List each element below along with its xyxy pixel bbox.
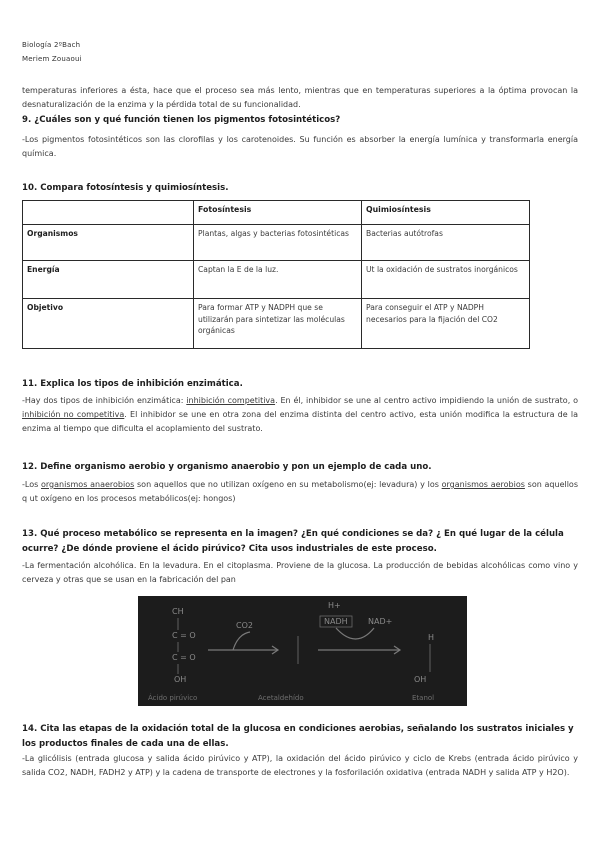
chem-label: CH [172, 607, 184, 616]
q9-answer: -Los pigmentos fotosintéticos son las clorofilas y los carotenoides. Su función es absorber la energía lumínica y transformarla energía química. [22, 135, 578, 159]
term-noncompetitive: inhibición no competitiva [22, 410, 125, 420]
q9-question: 9. ¿Cuáles son y qué función tienen los pigmentos fotosintéticos? [22, 115, 341, 125]
molecule-name: Acetaldehído [258, 694, 304, 702]
chem-label: H+ [328, 601, 341, 610]
row-label: Organismos [23, 225, 194, 261]
q11-question: 11. Explica los tipos de inhibición enzimática. [22, 379, 243, 389]
answer-text: son aquellos que no utilizan oxígeno en su metabolismo(ej: levadura) y los [134, 480, 442, 489]
answer-text: son aquellos q ut oxígeno en los procesos metabólicos(ej: hongos) [22, 480, 578, 504]
chem-label: CO2 [236, 621, 253, 630]
fermentation-image [138, 596, 467, 706]
term-anaerobic: organismos anaerobios [41, 480, 135, 489]
term-competitive: inhibición competitiva [186, 396, 276, 405]
chem-label: H [428, 633, 435, 642]
table-row [23, 225, 530, 261]
chem-label: NAD+ [368, 617, 393, 626]
row-label: Energía [23, 261, 194, 299]
chem-label: OH [174, 675, 187, 684]
molecule-name: Etanol [412, 694, 435, 702]
intro-paragraph: temperaturas inferiores a ésta, hace que el proceso sea más lento, mientras que en temperaturas superiores a la óptima provocan la desnaturalización de la enzima y la pérdida total de su funcionalidad. [22, 86, 578, 110]
table-row [23, 299, 530, 349]
table-cell: Captan la E de la luz. [194, 261, 362, 299]
table-cell: Para formar ATP y NADPH que se utilizarán para sintetizar las moléculas orgánicas [194, 299, 362, 349]
chem-label: OH [414, 675, 427, 684]
table-cell: Ut la oxidación de sustratos inorgánicos [362, 261, 530, 299]
header-author: Meriem Zouaoui [22, 55, 82, 63]
table-header-row [23, 201, 530, 225]
chem-label: NADH [324, 617, 348, 626]
q12-answer [22, 478, 578, 506]
answer-text: -Hay dos tipos de inhibición enzimática: [22, 396, 187, 405]
q14-question: 14. Cita las etapas de la oxidación total de la glucosa en condiciones aerobias, señalando los sustratos iniciales y los productos finales de cada una de ellas. [22, 724, 574, 749]
answer-text: . En él, inhibidor se une al centro activo impidiendo la unión de sustrato, o [275, 396, 578, 405]
table-header-cell: Quimiosíntesis [362, 201, 530, 225]
q12-question: 12. Define organismo aerobio y organismo anaerobio y pon un ejemplo de cada uno. [22, 462, 432, 472]
row-label: Objetivo [23, 299, 194, 349]
table-cell: Para conseguir el ATP y NADPH necesarios para la fijación del CO2 [362, 299, 530, 349]
q14-answer: -La glicólisis (entrada glucosa y salida ácido pirúvico y ATP), la oxidación del ácido pirúvico y ciclo de Krebs (entrada ácido pirúvico y salida CO2, NADH, FADH2 y ATP) y la cadena de transporte de electrones y la fosforilación oxidativa (entrada NADH y salida ATP y H2O). [22, 754, 578, 778]
answer-text: -Los [22, 480, 42, 489]
table-cell: Bacterias autótrofas [362, 225, 530, 261]
table-row [23, 261, 530, 299]
molecule-name: Ácido pirúvico [148, 694, 198, 702]
chem-label: C = O [172, 653, 196, 662]
q11-answer [22, 394, 578, 437]
q13-question: 13. Qué proceso metabólico se representa en la imagen? ¿En qué condiciones se da? ¿ En qué lugar de la célula ocurre? ¿De dónde proviene el ácido pirúvico? Cita usos industriales de este proceso. [22, 529, 564, 554]
chem-label: C = O [172, 631, 196, 640]
q10-question: 10. Compara fotosíntesis y quimiosíntesis. [22, 183, 229, 193]
q13-answer: -La fermentación alcohólica. En la levadura. En el citoplasma. Proviene de la glucosa. La producción de bebidas alcohólicas como vino y cerveza y otras que se usan en la fabricación del pan [22, 561, 578, 585]
comparison-table [22, 200, 530, 349]
term-aerobic: organismos aerobios [441, 480, 525, 489]
answer-text: . El inhibidor se une en otra zona del enzima distinta del centro activo, esta unión modifica la estructura de la enzima al tiempo que dificulta el acoplamiento del sustrato. [22, 410, 579, 434]
table-header-cell: Fotosíntesis [194, 201, 362, 225]
table-header-cell [23, 201, 194, 225]
header-course: Biología 2ºBach [22, 41, 81, 49]
table-cell: Plantas, algas y bacterias fotosintéticas [194, 225, 362, 261]
